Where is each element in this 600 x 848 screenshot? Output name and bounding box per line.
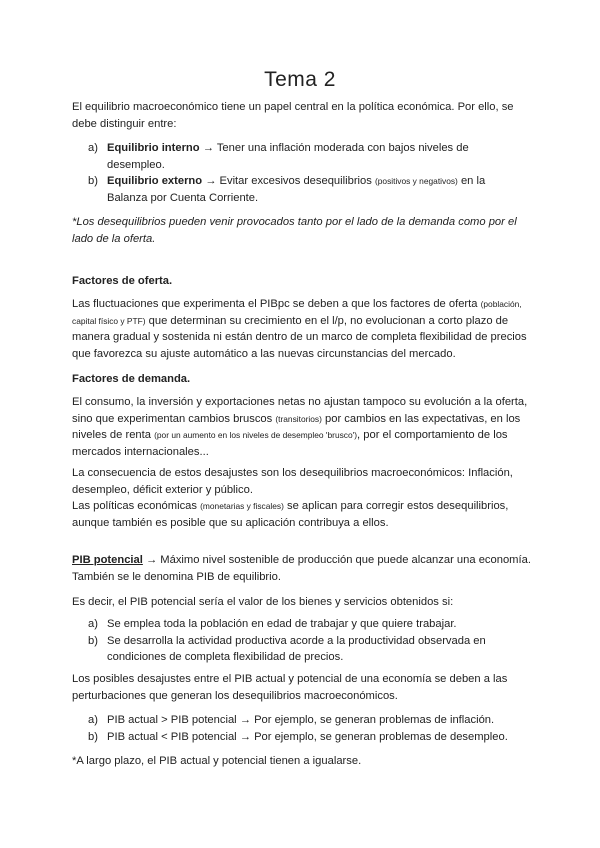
list-item [88, 173, 528, 206]
section-heading-oferta: Factores de oferta. [72, 275, 173, 287]
demanda-paragraph [72, 394, 532, 460]
text-run: Las fluctuaciones que experimenta el PIBpc se deben a que los factores de oferta [72, 298, 478, 310]
list-marker: a) [88, 142, 98, 154]
section-heading-demanda: Factores de demanda. [72, 373, 191, 385]
text-run: Las políticas económicas [72, 500, 197, 512]
oferta-paragraph [72, 296, 532, 362]
intro-paragraph: El equilibrio macroeconómico tiene un papel central en la política económica. Por ello, se debe distinguir entre: [72, 101, 514, 130]
policy-line [72, 498, 532, 531]
arrow-glyph: → [205, 175, 217, 187]
list-text: en la Balanza por Cuenta Corriente. [107, 175, 486, 204]
small-note: (monetarias y fiscales) [200, 501, 284, 511]
text-run: Máximo nivel sostenible de producción que puede alcanzar una economía. También se le denomina PIB de equilibrio. [72, 554, 531, 583]
list-marker: a) [88, 714, 98, 726]
arrow-glyph: → [202, 142, 214, 154]
posibles-paragraph: Los posibles desajustes entre el PIB actual y potencial de una economía se deben a las perturbaciones que generan los desequilibrios macroeconómicos. [72, 673, 508, 702]
gap-list [88, 712, 528, 745]
list-marker: b) [88, 634, 98, 647]
term-bold: Equilibrio externo [107, 175, 203, 187]
text-run: La consecuencia de estos desajustes son los desequilibrios macroeconómicos: Inflación, desempleo, déficit exterior y público. [72, 467, 513, 496]
text-run: que determinan su crecimiento en el l/p, no evolucionan a corto plazo de manera gradual y sostenida ni están dentro de un marco de completa flexibilidad de precios que favorezca su ajuste automático a las nuevas circunstancias del mercado. [72, 314, 527, 360]
term-bold: PIB potencial [72, 554, 143, 566]
list-marker: b) [88, 175, 98, 187]
small-note: (transitorios) [275, 413, 322, 424]
list-text: Se desarrolla la actividad productiva acorde a la productividad observada en condiciones de completa flexibilidad de precios. [107, 634, 486, 663]
list-text: Se emplea toda la población en edad de trabajar y que quiere trabajar. [107, 618, 457, 630]
list-item [88, 712, 528, 729]
list-text: PIB actual < PIB potencial → Por ejemplo, se generan problemas de desempleo. [107, 730, 508, 743]
list-item [88, 616, 528, 633]
text-run: se aplican para corregir estos desequilibrios, aunque también es posible que su aplicación contribuya a ellos. [72, 500, 509, 529]
list-marker: b) [88, 730, 98, 743]
small-note: (positivos y negativos) [374, 176, 458, 186]
term-bold: Equilibrio interno [107, 142, 200, 154]
small-note: (población, capital físico y PTF) [72, 299, 522, 326]
text-run: por cambios en las expectativas, en los niveles de renta [72, 412, 521, 441]
consequence-paragraph [72, 465, 532, 531]
list-item [88, 729, 528, 746]
pib-definition [72, 552, 532, 585]
list-item [88, 633, 528, 666]
list-text: Evitar excesivos desequilibrios [219, 175, 372, 187]
conditions-list [88, 616, 528, 666]
note-paragraph: *Los desequilibrios pueden venir provocados tanto por el lado de la demanda como por el lado de la oferta. [72, 216, 517, 245]
list-marker: a) [88, 618, 98, 630]
small-note: (por un aumento en los niveles de desempleo 'brusco') [154, 430, 358, 440]
list-text: PIB actual > PIB potencial → Por ejemplo, se generan problemas de inflación. [107, 714, 495, 726]
es-decir-paragraph: Es decir, el PIB potencial sería el valor de los bienes y servicios obtenidos si: [72, 596, 454, 608]
page-title: Tema 2 [264, 68, 336, 91]
note-paragraph-2: *A largo plazo, el PIB actual y potencial tienen a igualarse. [72, 755, 362, 767]
text-run: , por el comportamiento de los mercados internacionales... [72, 429, 508, 458]
list-item [88, 140, 528, 173]
list-text: Tener una inflación moderada con bajos niveles de desempleo. [107, 142, 469, 171]
arrow-glyph: → [145, 554, 158, 566]
equilibrium-list [88, 140, 528, 206]
text-run: El consumo, la inversión y exportaciones netas no ajustan tampoco su evolución a la oferta, sino que experimentan cambios bruscos [72, 396, 528, 425]
